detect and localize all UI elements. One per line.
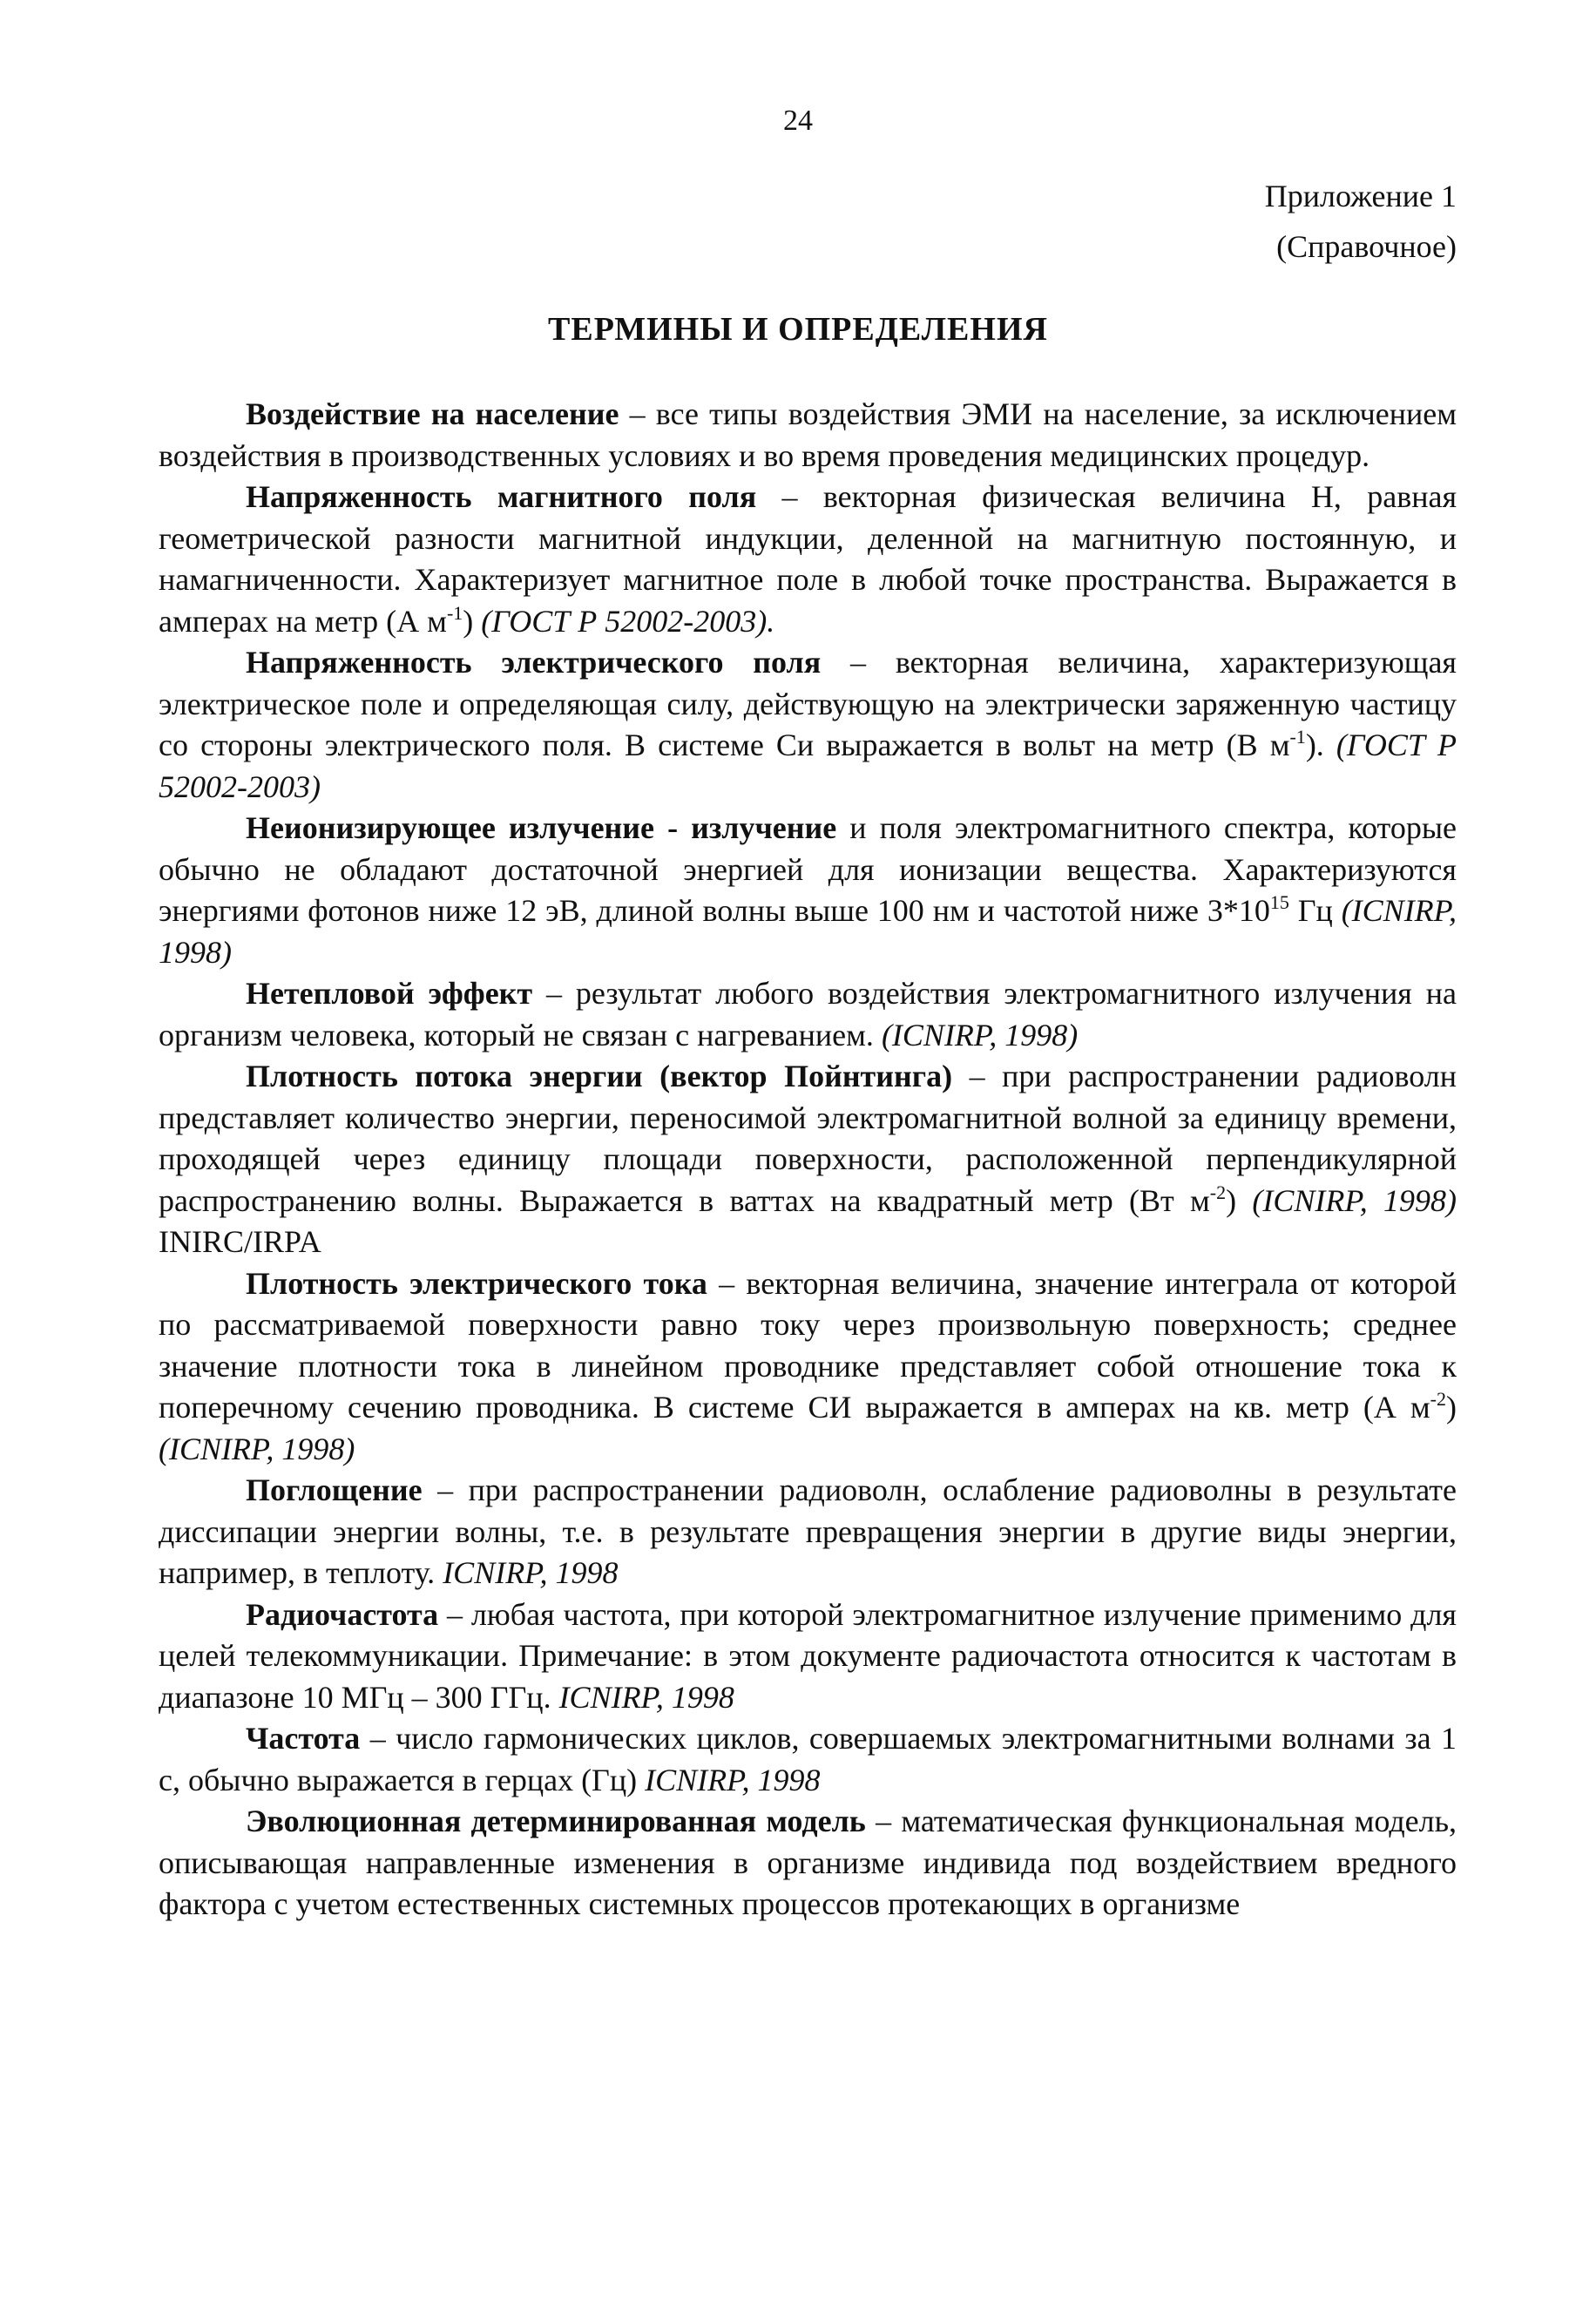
appendix-label xyxy=(1265,171,1457,272)
term: Неионизирующее излучение - излучение xyxy=(246,810,837,845)
section-title: ТЕРМИНЫ И ОПРЕДЕЛЕНИЯ xyxy=(548,311,1048,348)
unit-exponent: -1 xyxy=(446,601,463,624)
definition-text-cont: ) xyxy=(463,603,482,639)
term: Плотность потока энергии (вектор Пойнтинга) xyxy=(246,1059,953,1093)
definition-entry xyxy=(159,1801,1457,1926)
definition-entry xyxy=(159,1470,1457,1594)
appendix-type: (Справочное) xyxy=(1276,229,1457,264)
term: Радиочастота xyxy=(246,1596,439,1632)
unit-exponent: -1 xyxy=(1289,726,1306,748)
reference: ICNIRP, 1998 xyxy=(558,1679,734,1715)
reference: ICNIRP, 1998 xyxy=(645,1762,821,1797)
definition-text-cont: ) xyxy=(1446,1390,1457,1425)
definition-text: – математическая функциональная модель, описывающая направленные изменения в организме индивида под воздействием вредного фактора с учетом естественных системных процессов протекающих в организме xyxy=(159,1804,1457,1921)
reference: (ICNIRP, 1998) xyxy=(1252,1182,1457,1218)
definition-text: – векторная величина, характеризующая электрическое поле и определяющая силу, действующую на электрически заряженную частицу со стороны электрического поля. В системе Си выражается в вольт на метр (В м xyxy=(159,645,1457,762)
definition-text-cont: ). xyxy=(1305,728,1336,762)
definition-entry xyxy=(159,1594,1457,1719)
definition-text: – при распространении радиоволн, ослабление радиоволны в результате диссипации энергии волны, т.е. в результате превращения энергии в другие виды энергии, например, в теплоту. xyxy=(159,1472,1457,1590)
reference: (ICNIRP, 1998) xyxy=(159,893,1457,970)
unit-exponent: -2 xyxy=(1209,1181,1227,1203)
term: Нетепловой эффект xyxy=(246,976,533,1011)
definition-text-tail: INIRC/IRPA xyxy=(159,1224,321,1259)
definition-text: – векторная величина, значение интеграла от которой по рассматриваемой поверхности равно току через произвольную поверхность; среднее значение плотности тока в линейном проводнике представляет собой отношение тока к поперечному сечению проводника. В системе СИ выражается в амперах на кв. метр (А м xyxy=(159,1265,1457,1425)
definition-text: – любая частота, при которой электромагнитное излучение применимо для целей телекоммуникации. Примечание: в этом документе радиочастота относится к частотам в диапазоне 10 МГц – 300 ГГц. xyxy=(159,1596,1457,1715)
term: Эволюционная детерминированная модель xyxy=(246,1804,866,1838)
definition-entry xyxy=(159,973,1457,1056)
definition-entry xyxy=(159,1718,1457,1801)
reference: (ICNIRP, 1998) xyxy=(159,1431,355,1466)
definition-text: – результат любого воздействия электромагнитного излучения на организм человека, который не связан с нагреванием. xyxy=(159,976,1457,1053)
definition-entry xyxy=(159,394,1457,477)
reference: (ГОСТ Р 52002-2003) xyxy=(159,728,1457,804)
definition-entry xyxy=(159,477,1457,642)
term: Напряженность магнитного поля xyxy=(246,479,757,514)
definition-entry xyxy=(159,1056,1457,1263)
definition-text: – число гармонических циклов, совершаемых электромагнитными волнами за 1 с, обычно выражается в герцах (Гц) xyxy=(159,1721,1457,1797)
term: Напряженность электрического поля xyxy=(246,645,822,680)
appendix-number: Приложение 1 xyxy=(1264,179,1457,213)
definition-text: – все типы воздействия ЭМИ на население, за исключением воздействия в производственных условиях и во время проведения медицинских процедур. xyxy=(159,396,1457,473)
definition-text: – при распространении радиоволн представляет количество энергии, переносимой электромагнитной волной за единицу времени, проходящей через единицу площади поверхности, расположенной перпендикулярной распространению волны. Выражается в ваттах на квадратный метр (Вт м xyxy=(159,1059,1457,1218)
unit-exponent: 15 xyxy=(1269,891,1289,913)
unit-exponent: -2 xyxy=(1430,1388,1446,1410)
page-number: 24 xyxy=(783,105,813,137)
definition-entry xyxy=(159,1263,1457,1471)
reference: ICNIRP, 1998 xyxy=(443,1555,619,1590)
definition-entry xyxy=(159,642,1457,808)
definition-text: и поля электромагнитного спектра, которые обычно не обладают достаточной энергией для ионизации вещества. Характеризуются энергиями фотонов ниже 12 эВ, длиной волны выше 100 нм и частотой ниже 3*10 xyxy=(159,810,1457,928)
reference: (ГОСТ Р 52002-2003). xyxy=(481,603,775,639)
term: Частота xyxy=(246,1721,361,1756)
definition-entry xyxy=(159,808,1457,973)
definition-text-cont: Гц xyxy=(1288,893,1342,928)
definition-text-cont: ) xyxy=(1226,1182,1253,1218)
term: Плотность электрического тока xyxy=(246,1265,707,1301)
reference: (ICNIRP, 1998) xyxy=(881,1017,1079,1053)
definition-text: – векторная физическая величина Н, равная геометрической разности магнитной индукции, деленной на магнитную постоянную, и намагниченности. Характеризует магнитное поле в любой точке пространства. Выражается в амперах на метр (А м xyxy=(159,479,1457,639)
term: Поглощение xyxy=(246,1472,423,1507)
definitions-list xyxy=(159,394,1457,1926)
term: Воздействие на население xyxy=(246,396,619,431)
